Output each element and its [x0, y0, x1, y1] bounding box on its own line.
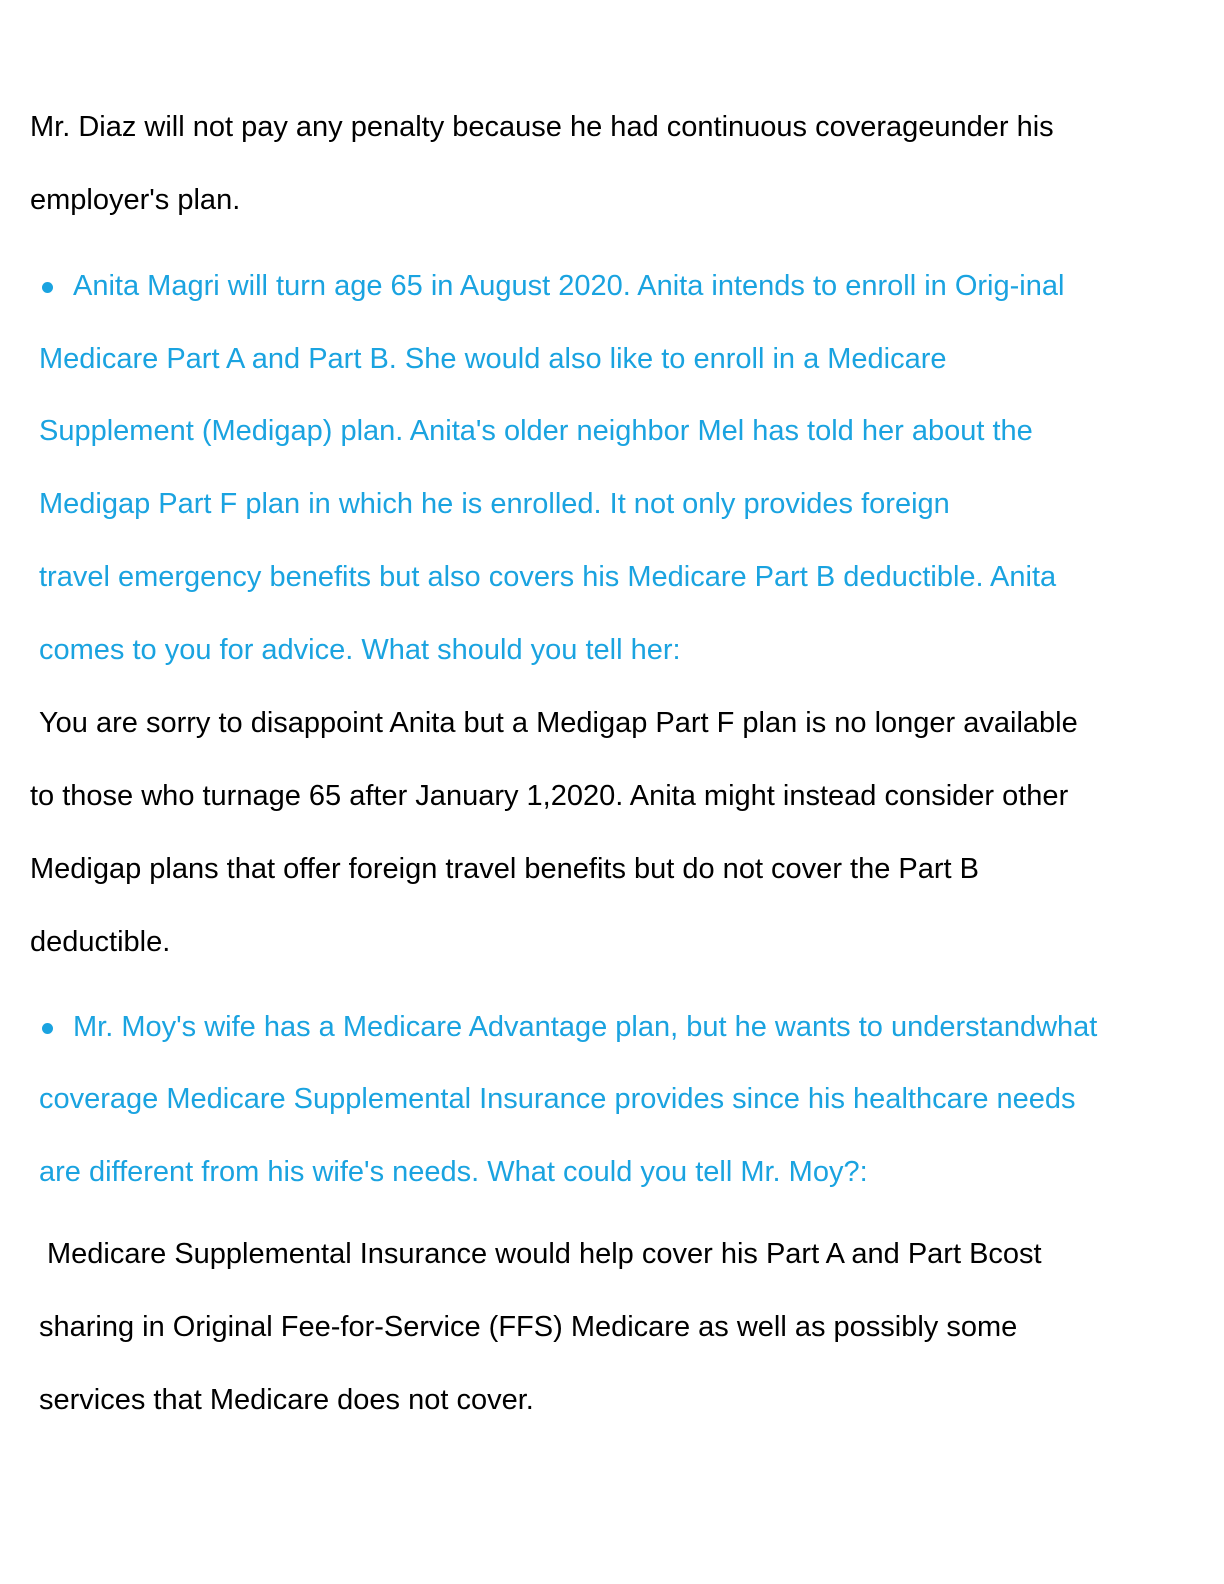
question-2-line-5: travel emergency benefits but also covers his Medicare Part B deductible. Anita	[39, 561, 1057, 593]
question-2-line-2: Medicare Part A and Part B. She would also like to enroll in a Medicare	[39, 343, 947, 375]
question-2-line-4: Medigap Part F plan in which he is enrolled. It not only provides foreign	[39, 488, 950, 520]
bullet-dot-icon	[42, 1023, 53, 1034]
answer-2-line-4: deductible.	[30, 926, 171, 958]
answer-2-line-2: to those who turnage 65 after January 1,2020. Anita might instead consider other	[30, 780, 1069, 812]
answer-3-line-3: services that Medicare does not cover.	[39, 1384, 534, 1416]
question-2-line-3: Supplement (Medigap) plan. Anita's older neighbor Mel has told her about the	[39, 415, 1033, 447]
answer-3-line-1: Medicare Supplemental Insurance would help cover his Part A and Part Bcost	[47, 1238, 1042, 1270]
question-2-line-1: Anita Magri will turn age 65 in August 2020. Anita intends to enroll in Orig-inal	[73, 270, 1065, 302]
question-2-line-6: comes to you for advice. What should you tell her:	[39, 634, 681, 666]
answer-2-line-1: You are sorry to disappoint Anita but a Medigap Part F plan is no longer available	[39, 707, 1078, 739]
answer-1-line-1: Mr. Diaz will not pay any penalty because he had continuous coverageunder his	[30, 111, 1054, 143]
answer-2-line-3: Medigap plans that offer foreign travel benefits but do not cover the Part B	[30, 853, 979, 885]
question-3-line-1: Mr. Moy's wife has a Medicare Advantage plan, but he wants to understandwhat	[73, 1011, 1098, 1043]
answer-3-line-2: sharing in Original Fee-for-Service (FFS) Medicare as well as possibly some	[39, 1311, 1018, 1343]
answer-1-line-2: employer's plan.	[30, 184, 241, 216]
bullet-dot-icon	[42, 282, 53, 293]
question-3-line-2: coverage Medicare Supplemental Insurance provides since his healthcare needs	[39, 1083, 1076, 1115]
question-3-line-3: are different from his wife's needs. What could you tell Mr. Moy?:	[39, 1156, 868, 1188]
